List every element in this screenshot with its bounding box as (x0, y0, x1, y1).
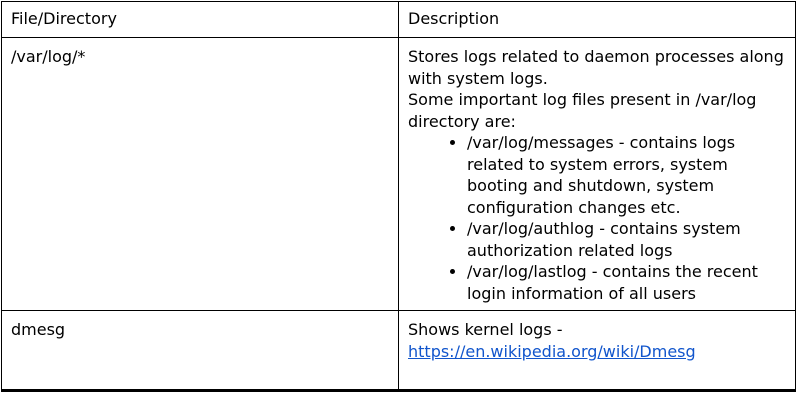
description-paragraph: Stores logs related to daemon processes along with system logs. (408, 47, 784, 88)
table-row-dmesg (2, 311, 796, 391)
description-cell-varlog (399, 38, 796, 311)
dmesg-wikipedia-link[interactable]: https://en.wikipedia.org/wiki/Dmesg (408, 341, 696, 361)
header-row (2, 2, 796, 38)
file-directory-table (1, 1, 796, 392)
log-files-list (408, 132, 786, 304)
header-description: Description (399, 2, 796, 38)
table-row-varlog (2, 38, 796, 311)
file-cell-varlog: /var/log/* (2, 38, 399, 311)
list-item-authlog: • /var/log/authlog - contains system authorization related logs (467, 218, 786, 261)
description-text: Shows kernel logs - (408, 320, 563, 339)
header-file-directory: File/Directory (2, 2, 399, 38)
list-item-messages: • /var/log/messages - contains logs related to system errors, system booting and shutdown, system configuration changes etc. (467, 132, 786, 218)
file-cell-dmesg: dmesg (2, 311, 399, 391)
list-item-lastlog: • /var/log/lastlog - contains the recent login information of all users (467, 261, 786, 304)
description-cell-dmesg (399, 311, 796, 391)
description-paragraph: Some important log files present in /var/log directory are: (408, 90, 757, 131)
